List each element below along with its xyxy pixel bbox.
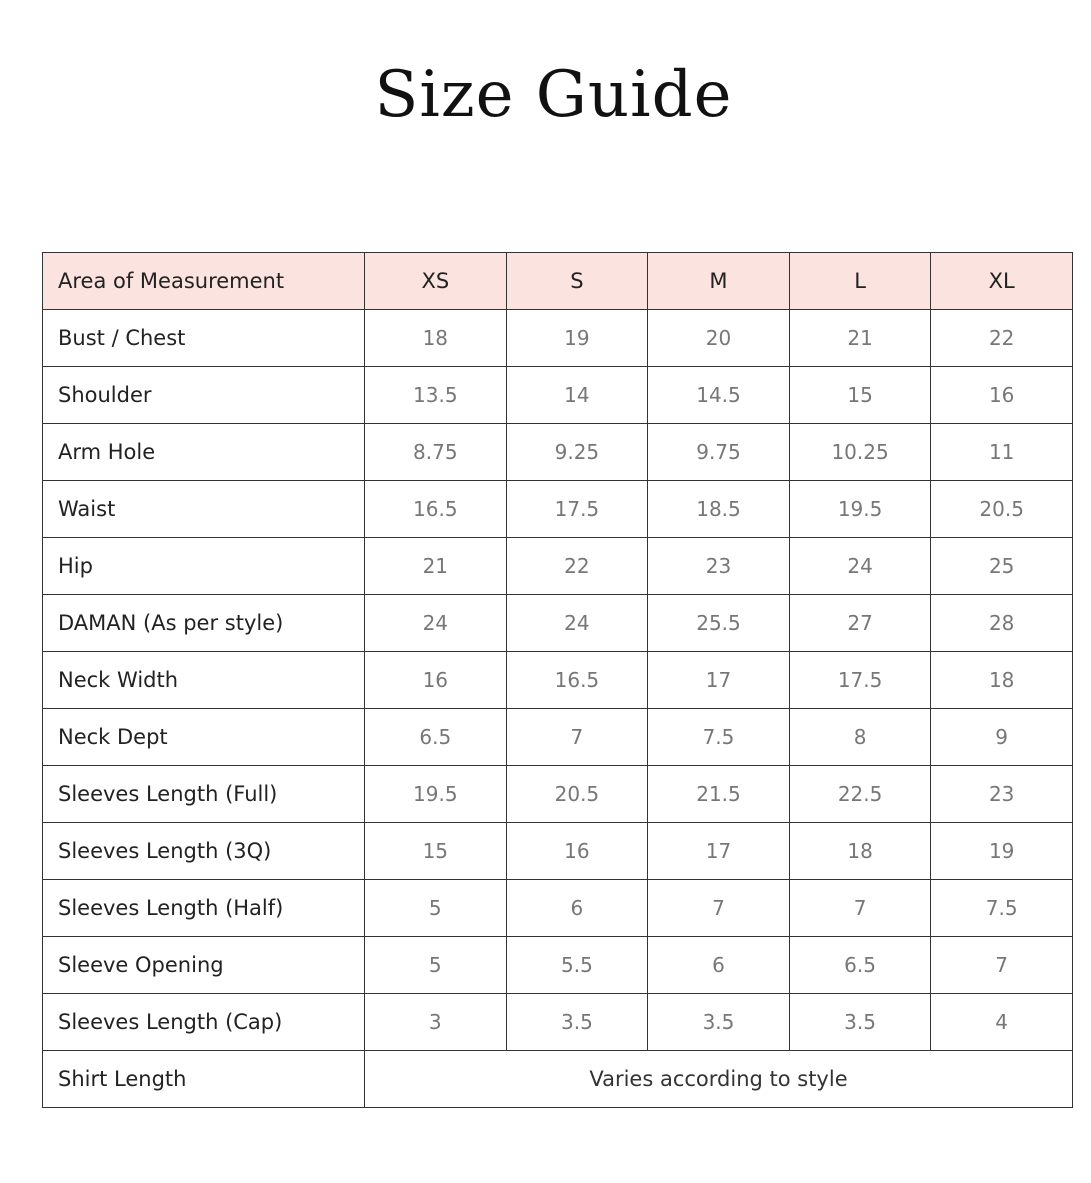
row-value-l: 27 bbox=[789, 595, 931, 652]
row-value-xl: 11 bbox=[931, 424, 1073, 481]
row-value-m: 25.5 bbox=[648, 595, 790, 652]
table-row bbox=[43, 709, 1073, 766]
row-label: Waist bbox=[43, 481, 365, 538]
row-value-xs: 16.5 bbox=[365, 481, 507, 538]
row-value-s: 7 bbox=[506, 709, 648, 766]
row-value-l: 21 bbox=[789, 310, 931, 367]
header-size-m: M bbox=[648, 253, 790, 310]
row-value-xl: 20.5 bbox=[931, 481, 1073, 538]
table-header-row bbox=[43, 253, 1073, 310]
header-size-l: L bbox=[789, 253, 931, 310]
shirt-length-note: Varies according to style bbox=[365, 1051, 1073, 1108]
row-label: Shoulder bbox=[43, 367, 365, 424]
row-value-xl: 19 bbox=[931, 823, 1073, 880]
row-value-m: 6 bbox=[648, 937, 790, 994]
row-value-l: 18 bbox=[789, 823, 931, 880]
row-value-s: 24 bbox=[506, 595, 648, 652]
row-value-m: 7.5 bbox=[648, 709, 790, 766]
size-guide-table bbox=[42, 252, 1073, 1108]
row-value-l: 3.5 bbox=[789, 994, 931, 1051]
row-value-xl: 23 bbox=[931, 766, 1073, 823]
row-value-xs: 24 bbox=[365, 595, 507, 652]
header-size-s: S bbox=[506, 253, 648, 310]
table-row bbox=[43, 652, 1073, 709]
row-label: Neck Width bbox=[43, 652, 365, 709]
row-value-xs: 15 bbox=[365, 823, 507, 880]
row-label: Sleeves Length (Full) bbox=[43, 766, 365, 823]
row-label: Sleeves Length (Cap) bbox=[43, 994, 365, 1051]
row-value-s: 16 bbox=[506, 823, 648, 880]
row-label: DAMAN (As per style) bbox=[43, 595, 365, 652]
row-value-l: 15 bbox=[789, 367, 931, 424]
row-value-m: 21.5 bbox=[648, 766, 790, 823]
row-value-s: 17.5 bbox=[506, 481, 648, 538]
row-value-xl: 7 bbox=[931, 937, 1073, 994]
row-value-s: 16.5 bbox=[506, 652, 648, 709]
row-value-xl: 22 bbox=[931, 310, 1073, 367]
row-label: Shirt Length bbox=[43, 1051, 365, 1108]
row-value-xs: 13.5 bbox=[365, 367, 507, 424]
row-value-m: 9.75 bbox=[648, 424, 790, 481]
header-size-xs: XS bbox=[365, 253, 507, 310]
row-label: Arm Hole bbox=[43, 424, 365, 481]
table-row bbox=[43, 424, 1073, 481]
row-value-xs: 5 bbox=[365, 937, 507, 994]
row-value-m: 18.5 bbox=[648, 481, 790, 538]
header-size-xl: XL bbox=[931, 253, 1073, 310]
table-row bbox=[43, 481, 1073, 538]
header-area-of-measurement: Area of Measurement bbox=[43, 253, 365, 310]
row-value-xl: 18 bbox=[931, 652, 1073, 709]
row-value-xs: 18 bbox=[365, 310, 507, 367]
row-value-xs: 5 bbox=[365, 880, 507, 937]
row-value-xl: 16 bbox=[931, 367, 1073, 424]
table-row bbox=[43, 880, 1073, 937]
row-value-l: 17.5 bbox=[789, 652, 931, 709]
table-row-shirt-length bbox=[43, 1051, 1073, 1108]
table-row bbox=[43, 766, 1073, 823]
row-label: Hip bbox=[43, 538, 365, 595]
table-row bbox=[43, 823, 1073, 880]
row-value-s: 9.25 bbox=[506, 424, 648, 481]
row-label: Neck Dept bbox=[43, 709, 365, 766]
row-value-xl: 25 bbox=[931, 538, 1073, 595]
row-value-l: 8 bbox=[789, 709, 931, 766]
table-row bbox=[43, 595, 1073, 652]
row-value-xs: 21 bbox=[365, 538, 507, 595]
table-row bbox=[43, 994, 1073, 1051]
row-value-m: 17 bbox=[648, 652, 790, 709]
row-value-s: 20.5 bbox=[506, 766, 648, 823]
row-value-s: 19 bbox=[506, 310, 648, 367]
row-value-s: 14 bbox=[506, 367, 648, 424]
table-row bbox=[43, 367, 1073, 424]
row-value-m: 20 bbox=[648, 310, 790, 367]
row-value-l: 6.5 bbox=[789, 937, 931, 994]
row-value-xs: 19.5 bbox=[365, 766, 507, 823]
row-label: Sleeves Length (Half) bbox=[43, 880, 365, 937]
row-value-l: 22.5 bbox=[789, 766, 931, 823]
row-label: Bust / Chest bbox=[43, 310, 365, 367]
row-value-m: 7 bbox=[648, 880, 790, 937]
row-value-s: 3.5 bbox=[506, 994, 648, 1051]
row-value-s: 5.5 bbox=[506, 937, 648, 994]
row-value-xl: 9 bbox=[931, 709, 1073, 766]
row-value-s: 6 bbox=[506, 880, 648, 937]
row-value-m: 23 bbox=[648, 538, 790, 595]
row-value-l: 10.25 bbox=[789, 424, 931, 481]
table-row bbox=[43, 310, 1073, 367]
row-value-l: 7 bbox=[789, 880, 931, 937]
table-row bbox=[43, 937, 1073, 994]
row-value-xl: 28 bbox=[931, 595, 1073, 652]
row-value-xs: 8.75 bbox=[365, 424, 507, 481]
page-title: Size Guide bbox=[374, 58, 733, 132]
table-body bbox=[43, 310, 1073, 1108]
row-value-xl: 7.5 bbox=[931, 880, 1073, 937]
row-value-xs: 3 bbox=[365, 994, 507, 1051]
table-row bbox=[43, 538, 1073, 595]
row-label: Sleeve Opening bbox=[43, 937, 365, 994]
row-value-xs: 16 bbox=[365, 652, 507, 709]
row-value-l: 19.5 bbox=[789, 481, 931, 538]
row-value-m: 17 bbox=[648, 823, 790, 880]
row-value-s: 22 bbox=[506, 538, 648, 595]
row-value-xs: 6.5 bbox=[365, 709, 507, 766]
row-value-m: 14.5 bbox=[648, 367, 790, 424]
row-value-m: 3.5 bbox=[648, 994, 790, 1051]
row-value-xl: 4 bbox=[931, 994, 1073, 1051]
row-value-l: 24 bbox=[789, 538, 931, 595]
row-label: Sleeves Length (3Q) bbox=[43, 823, 365, 880]
